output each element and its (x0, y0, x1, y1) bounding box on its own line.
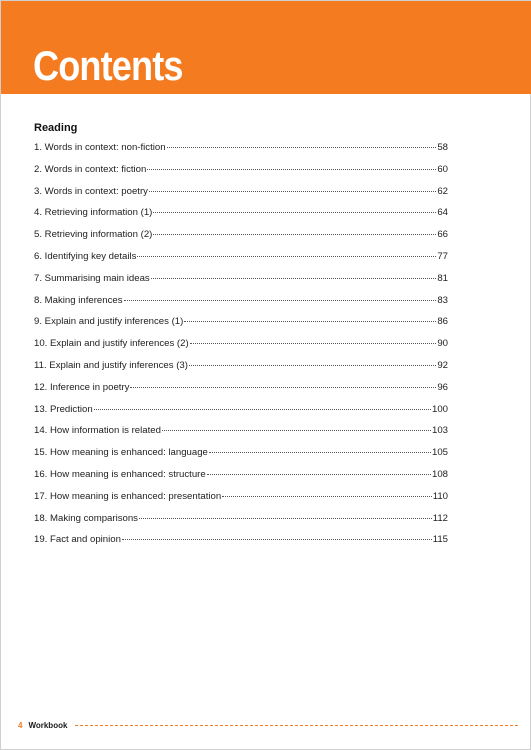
table-of-contents (34, 142, 448, 556)
dot-leader (124, 300, 437, 301)
toc-entry-label: 11. Explain and justify inferences (3) (34, 359, 188, 371)
dot-leader (137, 256, 436, 257)
toc-entry-label: 19. Fact and opinion (34, 534, 121, 546)
dot-leader (207, 474, 431, 475)
toc-entry-page: 66 (437, 229, 448, 241)
toc-entry[interactable] (34, 186, 448, 208)
dot-leader (209, 452, 431, 453)
toc-entry[interactable] (34, 534, 448, 556)
toc-entry-label: 6. Identifying key details (34, 250, 137, 262)
dot-leader (153, 212, 436, 213)
toc-entry-page: 62 (437, 185, 448, 197)
toc-entry-page: 105 (431, 447, 448, 459)
toc-entry-page: 110 (432, 490, 448, 502)
toc-entry[interactable] (34, 207, 448, 229)
toc-entry[interactable] (34, 491, 448, 513)
toc-entry-label: 1. Words in context: non-fiction (34, 142, 166, 153)
footer-label: Workbook (28, 721, 68, 730)
toc-entry-page: 60 (437, 163, 448, 175)
toc-entry-label: 5. Retrieving information (2) (34, 229, 153, 241)
dot-leader (122, 539, 432, 540)
toc-entry-page: 86 (437, 316, 448, 328)
toc-entry-label: 7. Summarising main ideas (34, 272, 150, 284)
toc-entry-label: 9. Explain and justify inferences (1) (34, 316, 184, 328)
toc-entry-page: 81 (437, 272, 448, 284)
toc-entry-label: 17. How meaning is enhanced: presentation (34, 490, 222, 502)
toc-entry-page: 64 (437, 207, 448, 219)
toc-entry[interactable] (34, 360, 448, 382)
dot-leader (184, 321, 436, 322)
dot-leader (167, 147, 437, 148)
header-band (1, 1, 531, 94)
toc-entry-page: 96 (437, 381, 448, 393)
toc-entry[interactable] (34, 251, 448, 273)
dot-leader (139, 518, 432, 519)
page-footer (18, 721, 518, 730)
toc-entry[interactable] (34, 382, 448, 404)
toc-entry[interactable] (34, 338, 448, 360)
dot-leader (189, 365, 436, 366)
toc-entry[interactable] (34, 142, 448, 164)
toc-entry-label: 2. Words in context: fiction (34, 163, 147, 175)
toc-entry-page: 58 (437, 142, 448, 153)
toc-entry-label: 12. Inference in poetry (34, 381, 130, 393)
dot-leader (162, 430, 431, 431)
toc-entry-page: 77 (437, 250, 448, 262)
dot-leader (149, 191, 436, 192)
toc-entry[interactable] (34, 229, 448, 251)
toc-entry-label: 18. Making comparisons (34, 512, 138, 524)
toc-entry-page: 103 (431, 425, 448, 437)
toc-entry[interactable] (34, 164, 448, 186)
dot-leader (130, 387, 436, 388)
toc-entry-label: 14. How information is related (34, 425, 161, 437)
dot-leader (147, 169, 436, 170)
toc-entry[interactable] (34, 425, 448, 447)
dot-leader (94, 409, 431, 410)
toc-entry-page: 112 (432, 512, 448, 524)
toc-entry[interactable] (34, 295, 448, 317)
toc-entry[interactable] (34, 513, 448, 535)
toc-entry[interactable] (34, 404, 448, 426)
toc-entry-label: 4. Retrieving information (1) (34, 207, 153, 219)
toc-entry-page: 83 (437, 294, 448, 306)
footer-dashed-rule (75, 725, 518, 726)
page-title: Contents (33, 42, 183, 89)
toc-entry-label: 3. Words in context: poetry (34, 185, 148, 197)
toc-entry[interactable] (34, 447, 448, 469)
toc-entry-page: 115 (432, 534, 448, 546)
toc-entry-page: 90 (437, 338, 448, 350)
dot-leader (153, 234, 436, 235)
toc-entry-label: 15. How meaning is enhanced: language (34, 447, 208, 459)
dot-leader (151, 278, 437, 279)
toc-entry[interactable] (34, 469, 448, 491)
footer-page-number: 4 (18, 721, 23, 730)
toc-entry[interactable] (34, 273, 448, 295)
dot-leader (222, 496, 432, 497)
toc-entry-page: 108 (431, 468, 448, 480)
section-heading: Reading (34, 122, 78, 134)
toc-entry-label: 16. How meaning is enhanced: structure (34, 468, 206, 480)
toc-entry-label: 8. Making inferences (34, 294, 123, 306)
toc-entry-page: 100 (431, 403, 448, 415)
toc-entry-page: 92 (437, 359, 448, 371)
dot-leader (190, 343, 437, 344)
toc-entry-label: 10. Explain and justify inferences (2) (34, 338, 189, 350)
toc-entry-label: 13. Prediction (34, 403, 93, 415)
toc-entry[interactable] (34, 316, 448, 338)
